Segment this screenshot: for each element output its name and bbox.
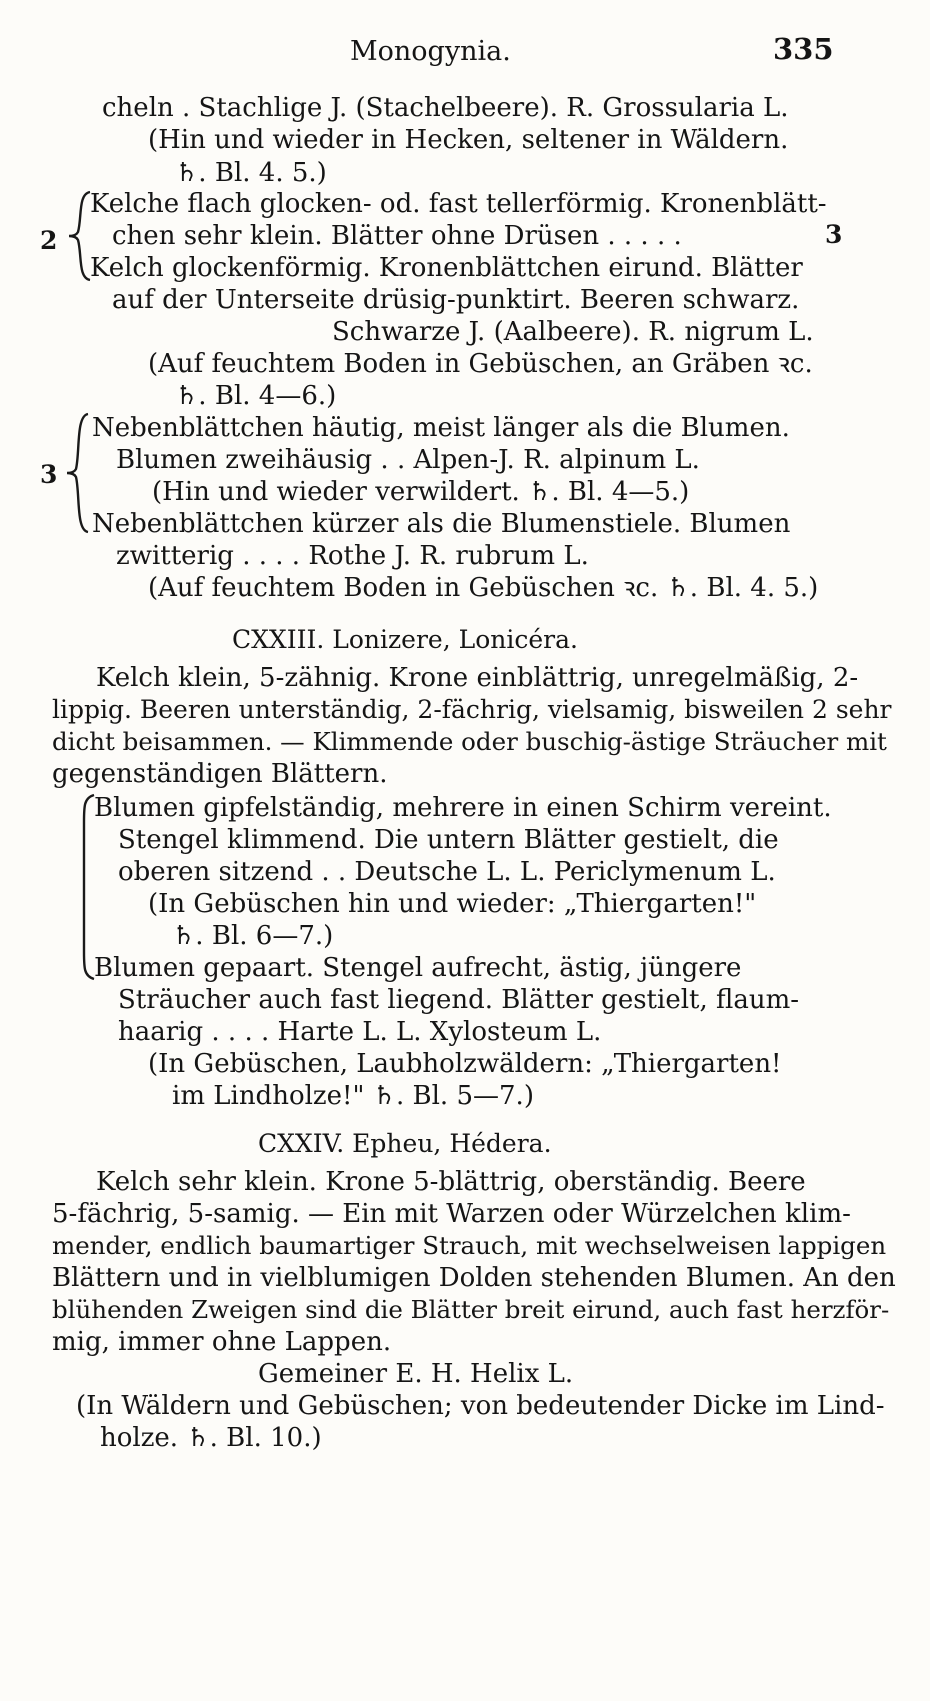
text-line: Kelch klein, 5-zähnig. Krone einblättrig, unregelmäßig, 2- <box>96 663 859 693</box>
brace-3 <box>64 410 94 536</box>
text-line: (In Gebüschen hin und wieder: „Thiergarten!" <box>148 889 757 919</box>
text-line: (Auf feuchtem Boden in Gebüschen, an Gräben ꝛc. <box>148 349 813 379</box>
text-line: Sträucher auch fast liegend. Blätter gestielt, flaum- <box>118 985 800 1015</box>
genus-heading: CXXIII. Lonizere, Lonicéra. <box>232 625 578 654</box>
text-line: (Hin und wieder in Hecken, seltener in Wäldern. <box>148 125 789 155</box>
species-name: Schwarze J. (Aalbeere). R. nigrum L. <box>332 317 814 347</box>
text-line: Nebenblättchen kürzer als die Blumenstiele. Blumen <box>92 509 791 539</box>
text-line: ♄. Bl. 6—7.) <box>172 921 334 951</box>
text-line: (Hin und wieder verwildert. ♄. Bl. 4—5.) <box>152 477 690 507</box>
text-line: (In Gebüschen, Laubholzwäldern: „Thiergarten! <box>148 1049 782 1079</box>
text-line: mender, endlich baumartiger Strauch, mit wechselweisen lappigen <box>52 1231 887 1260</box>
text-line: (Auf feuchtem Boden in Gebüschen ꝛc. ♄. Bl. 4. 5.) <box>148 573 819 603</box>
text-line: ♄. Bl. 4—6.) <box>175 381 337 411</box>
text-line: zwitterig . . . . Rothe J. R. rubrum L. <box>116 541 589 571</box>
text-line: lippig. Beeren unterständig, 2-fächrig, vielsamig, bisweilen 2 sehr <box>52 695 892 724</box>
text-line: Stengel klimmend. Die untern Blätter gestielt, die <box>118 825 779 855</box>
text-line: oberen sitzend . . Deutsche L. L. Periclymenum L. <box>118 857 776 887</box>
text-line: Blumen zweihäusig . . Alpen-J. R. alpinum L. <box>116 445 700 475</box>
text-line: Kelch glockenförmig. Kronenblättchen eirund. Blätter <box>90 253 803 283</box>
text-line: im Lindholze!" ♄. Bl. 5—7.) <box>172 1081 534 1111</box>
text-line: auf der Unterseite drüsig-punktirt. Beeren schwarz. <box>112 285 800 315</box>
text-line: gegenständigen Blättern. <box>52 759 388 789</box>
text-line: Blättern und in vielblumigen Dolden stehenden Blumen. An den <box>52 1263 896 1293</box>
text-line: chen sehr klein. Blätter ohne Drüsen . . . . . <box>112 221 682 251</box>
page-number: 335 <box>773 32 834 66</box>
brace-number: 2 <box>40 226 58 255</box>
key-reference-number: 3 <box>825 220 843 249</box>
species-name: Gemeiner E. H. Helix L. <box>258 1359 574 1389</box>
text-line: 5-fächrig, 5-samig. — Ein mit Warzen oder Würzelchen klim- <box>52 1199 851 1229</box>
text-line: Kelch sehr klein. Krone 5-blättrig, oberständig. Beere <box>96 1167 806 1197</box>
text-line: cheln . Stachlige J. (Stachelbeere). R. Grossularia L. <box>102 93 789 123</box>
text-line: ♄. Bl. 4. 5.) <box>175 158 327 188</box>
genus-heading: CXXIV. Epheu, Hédera. <box>258 1129 552 1158</box>
text-line: (In Wäldern und Gebüschen; von bedeutender Dicke im Lind- <box>76 1391 885 1421</box>
text-line: Nebenblättchen häutig, meist länger als die Blumen. <box>92 413 790 443</box>
text-line: blühenden Zweigen sind die Blätter breit eirund, auch fast herzför- <box>52 1295 890 1324</box>
text-line: mig, immer ohne Lappen. <box>52 1327 392 1357</box>
brace-number: 3 <box>40 460 58 489</box>
text-line: dicht beisammen. — Klimmende oder buschig-ästige Sträucher mit <box>52 727 887 756</box>
text-line: Kelche flach glocken- od. fast tellerförmig. Kronenblätt- <box>90 189 827 219</box>
text-line: Blumen gepaart. Stengel aufrecht, ästig, jüngere <box>94 953 742 983</box>
text-line: holze. ♄. Bl. 10.) <box>100 1423 322 1453</box>
text-line: haarig . . . . Harte L. L. Xylosteum L. <box>118 1017 602 1047</box>
running-header: Monogynia. <box>350 36 511 67</box>
text-line: Blumen gipfelständig, mehrere in einen Schirm vereint. <box>94 793 832 823</box>
